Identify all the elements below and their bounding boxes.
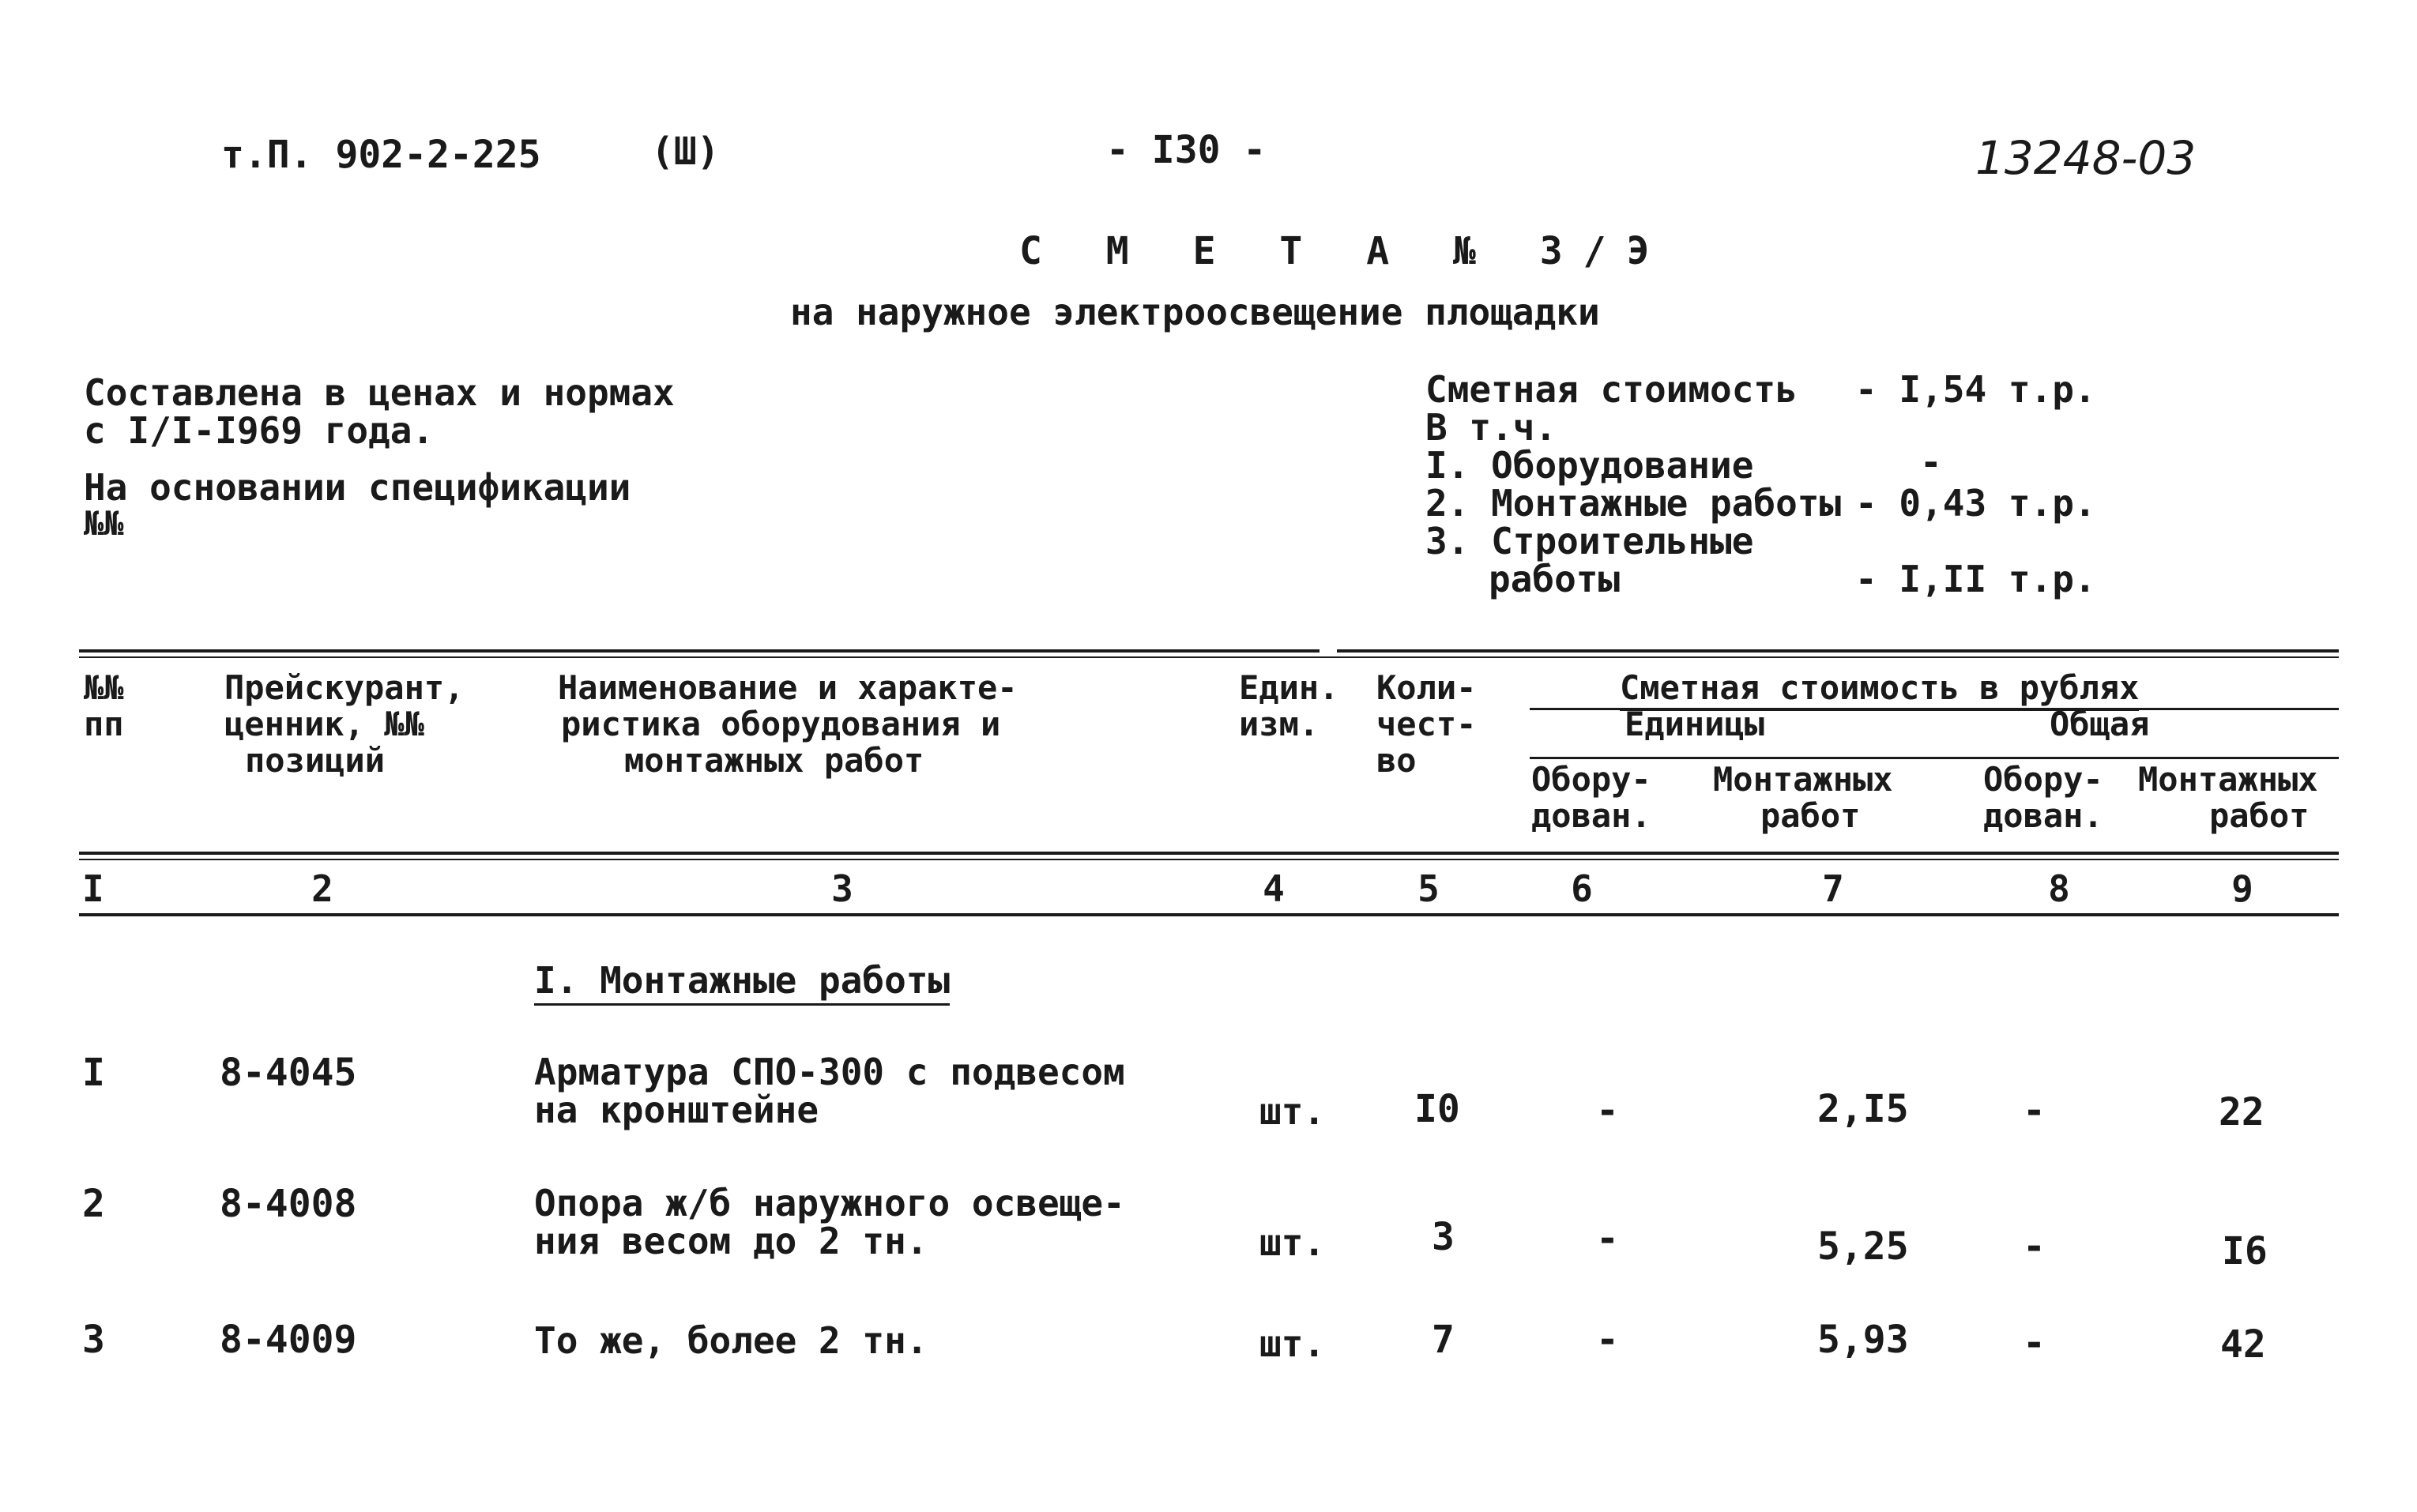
column-number: 9 [2231, 867, 2253, 910]
equip-total-header: Обору- [1983, 760, 2103, 799]
mount-total-header: Монтажных [2138, 760, 2318, 799]
section-title: I. Монтажные работы [534, 959, 950, 1006]
row-number: I [82, 1051, 105, 1095]
header-bottom-rule-2 [79, 859, 2339, 860]
row-mount-unit: 5,93 [1817, 1318, 1909, 1362]
info-spec-numbers: №№ [84, 504, 124, 543]
table-top-rule-2 [79, 656, 2339, 658]
row-name: Арматура СПО-300 с подвесом [534, 1051, 1125, 1093]
construction-label-2: работы [1489, 558, 1621, 600]
row-unit: шт. [1259, 1221, 1326, 1264]
row-code: 8-4045 [220, 1051, 357, 1095]
column-number-rule [79, 913, 2339, 916]
column-number: 3 [831, 867, 853, 910]
equip-total-header-2: дован. [1983, 796, 2103, 835]
row-mount-unit: 2,I5 [1817, 1087, 1909, 1131]
equipment-label: I. Оборудование [1425, 444, 1754, 487]
row-equip-unit: - [1596, 1318, 1619, 1362]
row-mount-total: 22 [2219, 1090, 2265, 1134]
row-mount-unit: 5,25 [1817, 1224, 1909, 1269]
row-name-2: ния весом до 2 тн. [534, 1220, 928, 1262]
row-equip-total: - [2023, 1321, 2046, 1365]
equipment-value: - [1920, 441, 1942, 483]
column-number: 7 [1822, 867, 1844, 910]
table-top-rule-right [1337, 649, 2339, 653]
column-number: 6 [1571, 867, 1593, 910]
row-mount-total: I6 [2222, 1229, 2268, 1273]
estimate-title: С М Е Т А № 3/Э [1019, 229, 1670, 273]
total-group-header: Общая [2050, 705, 2150, 743]
row-qty: 3 [1432, 1215, 1455, 1259]
mount-total-header-2: работ [2209, 796, 2310, 835]
row-number: 3 [82, 1318, 105, 1362]
mount-unit-header-2: работ [1760, 796, 1861, 835]
header-bottom-rule [79, 852, 2339, 855]
column-number: 8 [2048, 867, 2070, 910]
col-qty-header-2: чест- [1376, 705, 1477, 743]
row-code: 8-4008 [220, 1182, 357, 1226]
row-name: Опора ж/б наружного освеще- [534, 1182, 1125, 1224]
row-name-2: на кронштейне [534, 1089, 819, 1131]
subgroup-rule [1530, 757, 2339, 759]
row-equip-total: - [2023, 1089, 2046, 1133]
total-cost-label: Сметная стоимость [1425, 368, 1798, 411]
column-number: I [82, 867, 104, 910]
info-date-line: с I/I-I969 года. [84, 409, 435, 452]
mounting-label: 2. Монтажные работы [1425, 482, 1842, 525]
col-unit-header-2: изм. [1239, 705, 1320, 743]
mounting-value: - 0,43 т.р. [1855, 482, 2096, 525]
row-qty: I0 [1414, 1087, 1460, 1131]
total-cost-value: - I,54 т.р. [1855, 368, 2096, 411]
column-number: 4 [1263, 867, 1285, 910]
col-num-header: №№ [84, 668, 124, 707]
row-equip-unit: - [1596, 1089, 1619, 1133]
construction-label: 3. Строительные [1425, 520, 1754, 562]
row-unit: шт. [1259, 1322, 1326, 1365]
row-mount-total: 42 [2220, 1322, 2266, 1367]
info-spec-line: На основании спецификации [84, 466, 631, 509]
doc-code: т.П. 902-2-225 [221, 133, 541, 177]
row-equip-total: - [2023, 1224, 2046, 1269]
estimate-subtitle: на наружное электроосвещение площадки [790, 291, 1600, 333]
col-qty-header: Коли- [1376, 668, 1477, 707]
row-name: То же, более 2 тн. [534, 1319, 928, 1362]
table-top-rule [79, 649, 1320, 653]
mount-unit-header: Монтажных [1713, 760, 1893, 799]
column-number: 5 [1417, 867, 1440, 910]
equip-unit-header: Обору- [1531, 760, 1651, 799]
col-unit-header: Един. [1239, 668, 1339, 707]
row-unit: шт. [1259, 1090, 1326, 1133]
incl-label: В т.ч. [1425, 406, 1557, 449]
row-number: 2 [82, 1182, 105, 1226]
col-name-header-3: монтажных работ [624, 741, 924, 780]
row-code: 8-4009 [220, 1318, 357, 1362]
col-name-header: Наименование и характе- [558, 668, 1018, 707]
column-number: 2 [311, 867, 333, 910]
row-qty: 7 [1432, 1318, 1455, 1362]
col-pricelist-header-2: ценник, №№ [224, 705, 424, 743]
doc-part: (Ш) [651, 130, 720, 174]
equip-unit-header-2: дован. [1531, 796, 1651, 835]
row-equip-unit: - [1596, 1217, 1619, 1261]
info-prices-line: Составлена в ценах и нормах [84, 371, 675, 414]
col-num-header-2: пп [84, 705, 124, 743]
col-qty-header-3: во [1376, 741, 1417, 780]
col-pricelist-header-3: позиций [245, 741, 386, 780]
page-number: - I30 - [1106, 128, 1267, 172]
cost-group-header: Сметная стоимость в рублях [1620, 668, 2139, 711]
unit-group-header: Единицы [1625, 705, 1765, 743]
col-pricelist-header: Прейскурант, [224, 668, 465, 707]
archive-number: 13248-03 [1975, 131, 2197, 185]
construction-value: - I,II т.р. [1855, 558, 2096, 600]
col-name-header-2: ристика оборудования и [561, 705, 1001, 743]
